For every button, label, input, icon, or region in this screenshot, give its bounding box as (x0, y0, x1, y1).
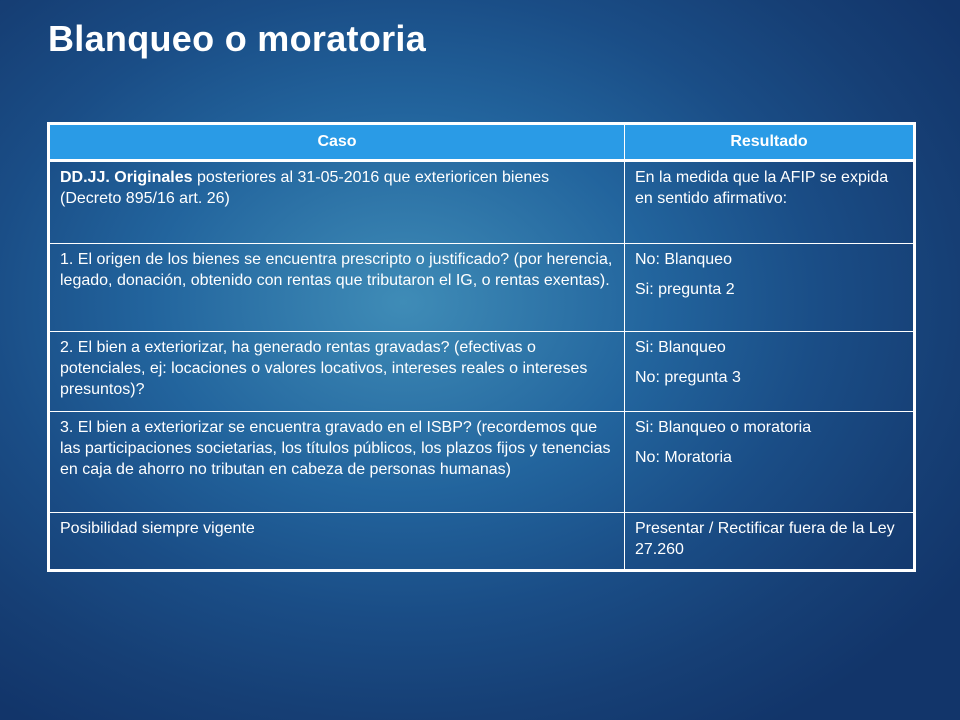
resultado-cell (625, 332, 915, 412)
table-row (49, 244, 915, 332)
resultado-text: En la medida que la AFIP se expida en sentido afirmativo: (635, 169, 889, 207)
resultado-text: No: Moratoria (635, 449, 732, 466)
resultado-text: No: Blanqueo (635, 251, 732, 268)
caso-cell (49, 513, 625, 571)
caso-text: Posibilidad siempre vigente (60, 520, 255, 537)
resultado-text: Si: pregunta 2 (635, 281, 735, 298)
resultado-cell (625, 513, 915, 571)
caso-cell (49, 161, 625, 244)
resultado-cell (625, 244, 915, 332)
caso-cell (49, 244, 625, 332)
caso-text: 2. El bien a exteriorizar, ha generado rentas gravadas? (efectivas o potenciales, ej: locaciones o valores locativos, intereses reales o intereses presuntos)? (60, 339, 588, 398)
table-row (49, 513, 915, 571)
page-title: Blanqueo o moratoria (48, 18, 427, 59)
resultado-text: Si: Blanqueo o moratoria (635, 419, 812, 436)
caso-text: 1. El origen de los bienes se encuentra prescripto o justificado? (por herencia, legado, donación, obtenido con rentas que tributaron el IG, o rentas exentas). (60, 251, 613, 289)
caso-text: 3. El bien a exteriorizar se encuentra gravado en el ISBP? (recordemos que las participaciones societarias, los títulos públicos, los plazos fijos y tenencias en caja de ahorro no tributan en cabeza de personas humanas) (60, 419, 611, 478)
resultado-text: No: pregunta 3 (635, 369, 741, 386)
table-row (49, 332, 915, 412)
blanqueo-table (47, 122, 916, 572)
caso-cell (49, 412, 625, 513)
table-row (49, 161, 915, 244)
resultado-cell (625, 161, 915, 244)
caso-text: posteriores al 31-05-2016 que exterioricen bienes (Decreto 895/16 art. 26) (60, 169, 550, 207)
column-header-caso: Caso (49, 124, 625, 161)
caso-cell (49, 332, 625, 412)
caso-bold-text: DD.JJ. Originales (60, 169, 193, 186)
resultado-text: Si: Blanqueo (635, 339, 726, 356)
table-row (49, 412, 915, 513)
resultado-text: Presentar / Rectificar fuera de la Ley 27.260 (635, 520, 895, 558)
resultado-cell (625, 412, 915, 513)
table-header-row (49, 124, 915, 161)
column-header-resultado: Resultado (625, 124, 915, 161)
